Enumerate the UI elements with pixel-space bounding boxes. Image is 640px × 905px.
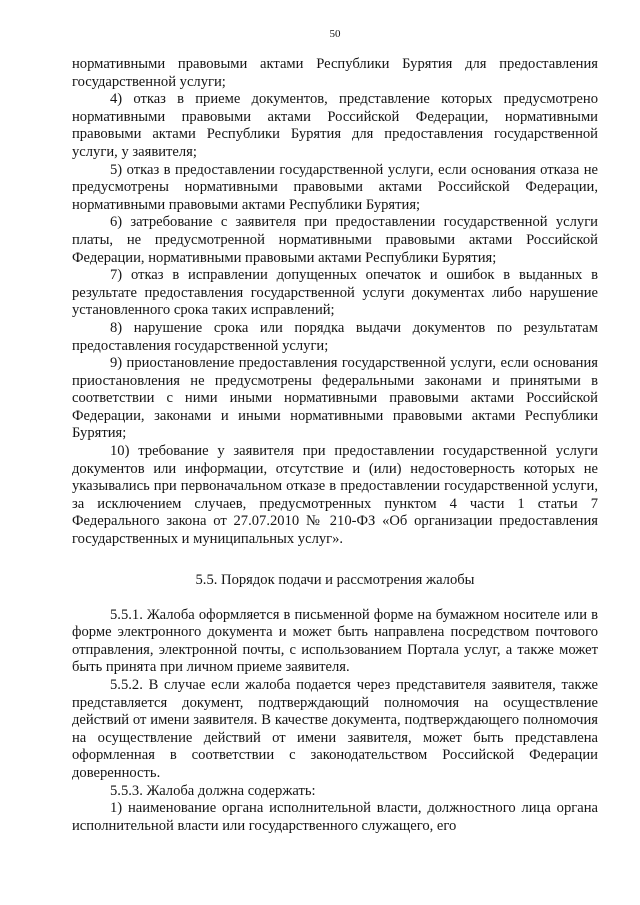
page-number: 50 [329,28,341,40]
document-page [72,28,598,835]
list-item-6: 6) затребование с заявителя при предоставлении государственной услуги платы, не предусмотренной нормативными правовыми актами Российской Федерации, нормативными правовыми актами Республики Бурятия; [72,214,598,266]
clause-5-5-2: 5.5.2. В случае если жалоба подается через представителя заявителя, также представляется документ, подтверждающий полномочия на осуществление действий от имени заявителя. В качестве документа, подтверждающего полномочия на осуществление действий от имени заявителя, может быть представлена оформленная в соответствии с законодательством Российской Федерации доверенность. [72,677,598,781]
list-item-10: 10) требование у заявителя при предоставлении государственной услуги документов или информации, отсутствие и (или) недостоверность которых не указывались при первоначальном отказе в предоставлении государственной услуги, за исключением случаев, предусмотренных пунктом 4 части 1 статьи 7 Федерального закона от 27.07.2010 № 210-ФЗ «Об организации предоставления государственных и муниципальных услуг». [72,443,598,548]
list-item-9: 9) приостановление предоставления государственной услуги, если основания приостановления не предусмотрены федеральными законами и принятыми в соответствии с ними иными нормативными правовыми актами Российской Федерации, законами и иными нормативными правовыми актами Республики Бурятия; [72,355,598,442]
clause-5-5-3: 5.5.3. Жалоба должна содержать: [110,782,316,799]
clause-5-5-1: 5.5.1. Жалоба оформляется в письменной форме на бумажном носителе или в форме электронного документа и может быть направлена посредством почтового отправления, электронной почты, с использованием Портала услуг, а также может быть принята при личном приеме заявителя. [72,606,598,676]
list-item-7: 7) отказ в исправлении допущенных опечаток и ошибок в выданных в результате предоставления государственной услуги документах либо нарушение установленного срока таких исправлений; [72,267,598,319]
list-item-5: 5) отказ в предоставлении государственной услуги, если основания отказа не предусмотрены нормативными правовыми актами Российской Федерации, нормативными правовыми актами Республики Бурятия; [72,161,598,213]
list-item-4: 4) отказ в приеме документов, представление которых предусмотрено нормативными правовыми актами Российской Федерации, нормативными правовыми актами Республики Бурятия для предоставления государственной услуги, у заявителя; [72,91,598,160]
paragraph-continuation: нормативными правовыми актами Республики Бурятия для предоставления государственной услуги; [72,56,598,90]
list-item-8: 8) нарушение срока или порядка выдачи документов по результатам предоставления государственной услуги; [72,319,598,354]
complaint-item-1: 1) наименование органа исполнительной власти, должностного лица органа исполнительной власти или государственного служащего, его [72,800,598,834]
section-heading: 5.5. Порядок подачи и рассмотрения жалобы [195,571,475,588]
